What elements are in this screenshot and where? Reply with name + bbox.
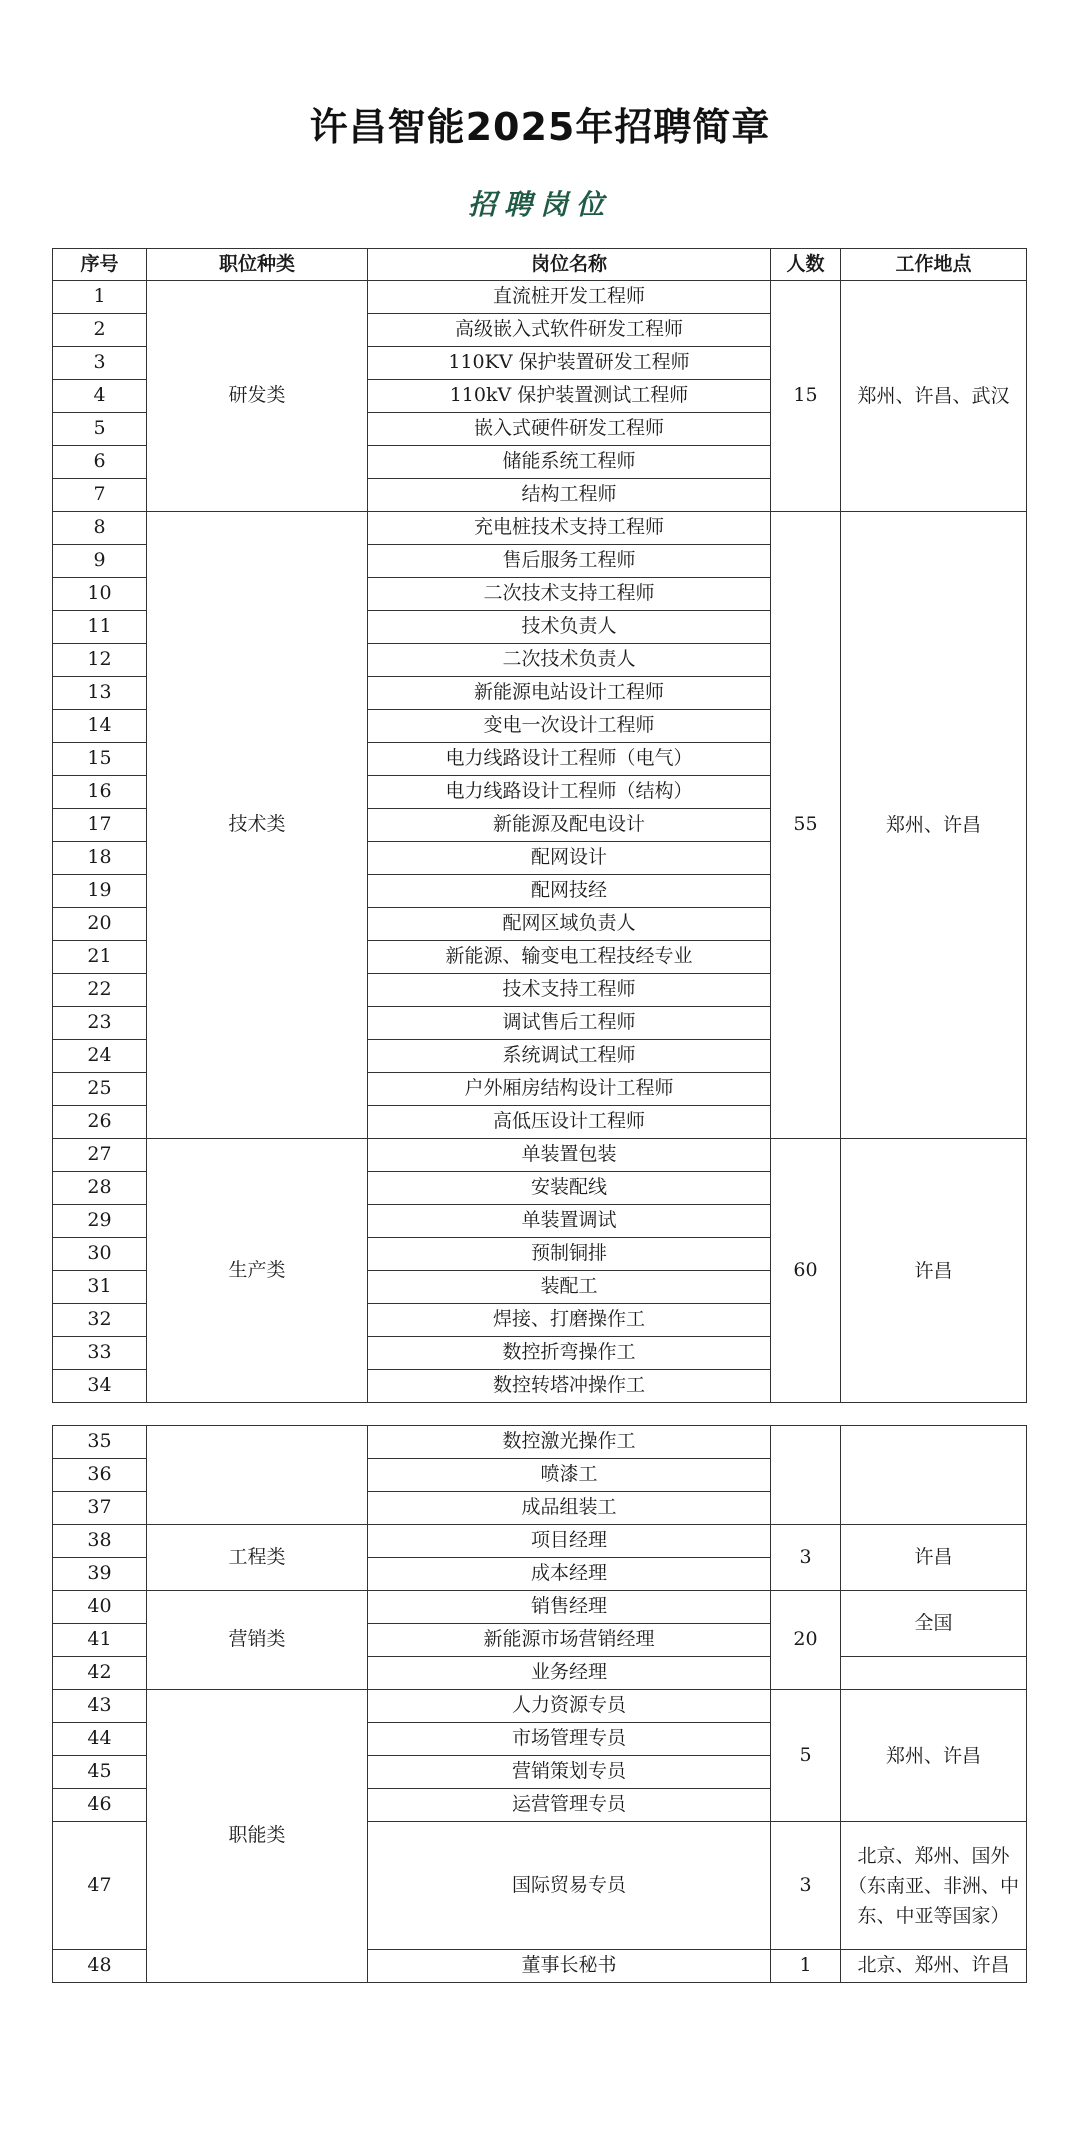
header-no: 序号 bbox=[53, 249, 147, 281]
row-no: 5 bbox=[53, 413, 147, 446]
position-name: 直流桩开发工程师 bbox=[368, 281, 771, 314]
position-name: 单装置调试 bbox=[368, 1205, 771, 1238]
position-name: 董事长秘书 bbox=[368, 1950, 771, 1983]
position-name: 单装置包装 bbox=[368, 1139, 771, 1172]
row-no: 27 bbox=[53, 1139, 147, 1172]
row-no: 21 bbox=[53, 941, 147, 974]
position-name: 销售经理 bbox=[368, 1591, 771, 1624]
position-name: 新能源及配电设计 bbox=[368, 809, 771, 842]
row-no: 34 bbox=[53, 1370, 147, 1403]
position-name: 二次技术支持工程师 bbox=[368, 578, 771, 611]
position-name: 新能源电站设计工程师 bbox=[368, 677, 771, 710]
position-name: 变电一次设计工程师 bbox=[368, 710, 771, 743]
row-no: 28 bbox=[53, 1172, 147, 1205]
row-no: 26 bbox=[53, 1106, 147, 1139]
position-name: 电力线路设计工程师（电气） bbox=[368, 743, 771, 776]
row-no: 43 bbox=[53, 1690, 147, 1723]
row-no: 32 bbox=[53, 1304, 147, 1337]
row-no: 30 bbox=[53, 1238, 147, 1271]
header-count: 人数 bbox=[771, 249, 841, 281]
row-no: 45 bbox=[53, 1756, 147, 1789]
location-cell: 许昌 bbox=[841, 1525, 1027, 1591]
table-row bbox=[53, 1591, 1027, 1624]
location-cell: 全国 bbox=[841, 1591, 1027, 1657]
position-name: 二次技术负责人 bbox=[368, 644, 771, 677]
count-cell: 3 bbox=[771, 1822, 841, 1950]
position-name: 焊接、打磨操作工 bbox=[368, 1304, 771, 1337]
position-name: 数控转塔冲操作工 bbox=[368, 1370, 771, 1403]
position-name: 高级嵌入式软件研发工程师 bbox=[368, 314, 771, 347]
location-cell: 许昌 bbox=[841, 1139, 1027, 1403]
row-no: 11 bbox=[53, 611, 147, 644]
header-category: 职位种类 bbox=[147, 249, 368, 281]
position-name: 业务经理 bbox=[368, 1657, 771, 1690]
table-row bbox=[53, 1426, 1027, 1459]
row-no: 36 bbox=[53, 1459, 147, 1492]
row-no: 47 bbox=[53, 1822, 147, 1950]
position-name: 高低压设计工程师 bbox=[368, 1106, 771, 1139]
location-cell: 郑州、许昌、武汉 bbox=[841, 281, 1027, 512]
category-cell: 营销类 bbox=[147, 1591, 368, 1690]
count-cell bbox=[771, 1426, 841, 1525]
position-name: 市场管理专员 bbox=[368, 1723, 771, 1756]
job-table-part-1 bbox=[52, 248, 1027, 1403]
position-name: 营销策划专员 bbox=[368, 1756, 771, 1789]
position-name: 运营管理专员 bbox=[368, 1789, 771, 1822]
row-no: 33 bbox=[53, 1337, 147, 1370]
row-no: 44 bbox=[53, 1723, 147, 1756]
row-no: 17 bbox=[53, 809, 147, 842]
row-no: 20 bbox=[53, 908, 147, 941]
row-no: 42 bbox=[53, 1657, 147, 1690]
location-cell: 北京、郑州、许昌 bbox=[841, 1950, 1027, 1983]
position-name: 技术负责人 bbox=[368, 611, 771, 644]
position-name: 预制铜排 bbox=[368, 1238, 771, 1271]
count-cell: 1 bbox=[771, 1950, 841, 1983]
count-cell: 60 bbox=[771, 1139, 841, 1403]
location-cell: 北京、郑州、国外（东南亚、非洲、中东、中亚等国家） bbox=[841, 1822, 1027, 1950]
table-header-row bbox=[53, 249, 1027, 281]
header-location: 工作地点 bbox=[841, 249, 1027, 281]
document-title: 许昌智能2025年招聘简章 bbox=[309, 105, 771, 149]
row-no: 19 bbox=[53, 875, 147, 908]
row-no: 3 bbox=[53, 347, 147, 380]
row-no: 12 bbox=[53, 644, 147, 677]
row-no: 38 bbox=[53, 1525, 147, 1558]
header-position: 岗位名称 bbox=[368, 249, 771, 281]
category-cell: 生产类 bbox=[147, 1139, 368, 1403]
section-title: 招聘岗位 bbox=[467, 188, 612, 221]
position-name: 数控折弯操作工 bbox=[368, 1337, 771, 1370]
table-row bbox=[53, 281, 1027, 314]
position-name: 110KV 保护装置研发工程师 bbox=[368, 347, 771, 380]
position-name: 储能系统工程师 bbox=[368, 446, 771, 479]
table-row bbox=[53, 512, 1027, 545]
position-name: 新能源、输变电工程技经专业 bbox=[368, 941, 771, 974]
position-name: 配网区域负责人 bbox=[368, 908, 771, 941]
location-cell: 郑州、许昌 bbox=[841, 512, 1027, 1139]
position-name: 调试售后工程师 bbox=[368, 1007, 771, 1040]
position-name: 技术支持工程师 bbox=[368, 974, 771, 1007]
row-no: 10 bbox=[53, 578, 147, 611]
row-no: 40 bbox=[53, 1591, 147, 1624]
count-cell: 5 bbox=[771, 1690, 841, 1822]
position-name: 成品组装工 bbox=[368, 1492, 771, 1525]
count-cell: 3 bbox=[771, 1525, 841, 1591]
row-no: 16 bbox=[53, 776, 147, 809]
row-no: 15 bbox=[53, 743, 147, 776]
row-no: 4 bbox=[53, 380, 147, 413]
position-name: 数控激光操作工 bbox=[368, 1426, 771, 1459]
position-name: 配网技经 bbox=[368, 875, 771, 908]
table-row bbox=[53, 1139, 1027, 1172]
position-name: 户外厢房结构设计工程师 bbox=[368, 1073, 771, 1106]
count-cell: 15 bbox=[771, 281, 841, 512]
position-name: 项目经理 bbox=[368, 1525, 771, 1558]
row-no: 13 bbox=[53, 677, 147, 710]
row-no: 37 bbox=[53, 1492, 147, 1525]
row-no: 23 bbox=[53, 1007, 147, 1040]
row-no: 7 bbox=[53, 479, 147, 512]
row-no: 48 bbox=[53, 1950, 147, 1983]
row-no: 35 bbox=[53, 1426, 147, 1459]
position-name: 成本经理 bbox=[368, 1558, 771, 1591]
row-no: 14 bbox=[53, 710, 147, 743]
category-cell: 职能类 bbox=[147, 1690, 368, 1983]
row-no: 2 bbox=[53, 314, 147, 347]
row-no: 1 bbox=[53, 281, 147, 314]
row-no: 8 bbox=[53, 512, 147, 545]
location-cell: 郑州、许昌 bbox=[841, 1690, 1027, 1822]
category-cell: 技术类 bbox=[147, 512, 368, 1139]
position-name: 装配工 bbox=[368, 1271, 771, 1304]
category-cell: 工程类 bbox=[147, 1525, 368, 1591]
position-name: 结构工程师 bbox=[368, 479, 771, 512]
row-no: 29 bbox=[53, 1205, 147, 1238]
position-name: 嵌入式硬件研发工程师 bbox=[368, 413, 771, 446]
category-cell: 研发类 bbox=[147, 281, 368, 512]
position-name: 110kV 保护装置测试工程师 bbox=[368, 380, 771, 413]
position-name: 新能源市场营销经理 bbox=[368, 1624, 771, 1657]
row-no: 39 bbox=[53, 1558, 147, 1591]
row-no: 22 bbox=[53, 974, 147, 1007]
table-row bbox=[53, 1690, 1027, 1723]
row-no: 18 bbox=[53, 842, 147, 875]
position-name: 人力资源专员 bbox=[368, 1690, 771, 1723]
table-row bbox=[53, 1525, 1027, 1558]
row-no: 9 bbox=[53, 545, 147, 578]
row-no: 46 bbox=[53, 1789, 147, 1822]
position-name: 配网设计 bbox=[368, 842, 771, 875]
row-no: 41 bbox=[53, 1624, 147, 1657]
count-cell: 20 bbox=[771, 1591, 841, 1690]
row-no: 6 bbox=[53, 446, 147, 479]
position-name: 充电桩技术支持工程师 bbox=[368, 512, 771, 545]
location-cell bbox=[841, 1657, 1027, 1690]
position-name: 售后服务工程师 bbox=[368, 545, 771, 578]
row-no: 31 bbox=[53, 1271, 147, 1304]
location-cell bbox=[841, 1426, 1027, 1525]
position-name: 电力线路设计工程师（结构） bbox=[368, 776, 771, 809]
position-name: 安装配线 bbox=[368, 1172, 771, 1205]
job-table-part-2 bbox=[52, 1425, 1027, 1983]
count-cell: 55 bbox=[771, 512, 841, 1139]
row-no: 24 bbox=[53, 1040, 147, 1073]
row-no: 25 bbox=[53, 1073, 147, 1106]
category-cell bbox=[147, 1426, 368, 1525]
position-name: 国际贸易专员 bbox=[368, 1822, 771, 1950]
position-name: 系统调试工程师 bbox=[368, 1040, 771, 1073]
position-name: 喷漆工 bbox=[368, 1459, 771, 1492]
